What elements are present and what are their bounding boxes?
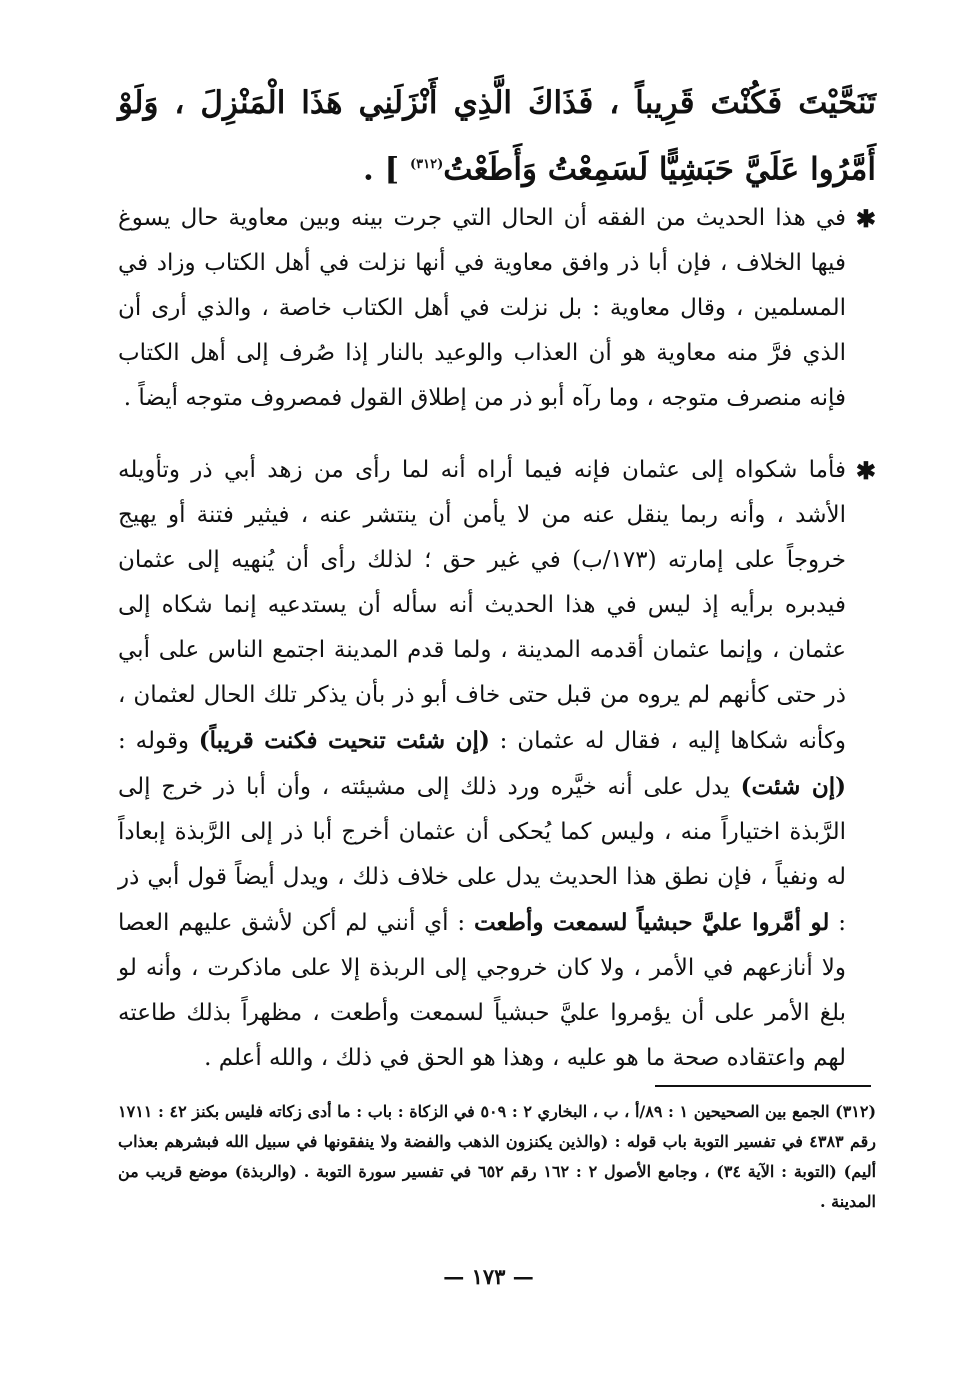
star-bullet-icon: ✱ [855, 456, 876, 485]
text-segment: فأما شكواه إلى عثمان فإنه فيما أراه أنه لما رأى من زهد أبي ذر وتأويله الأشد ، وأنه ربما ينقل عنه من لا يأمن أن ينتشر عنه ، فيثير فتنة أو يهيج خروجاً على إمارته (١٧٣/ب) في غير حق ؛ لذلك رأى أن يُنهيه إلى عثمان فيدبره برأيه إذ ليس في هذا الحديث أنه سأله أن يستدعيه إنما شكاه إلى عثمان ، وإنما عثمان أقدمه المدينة ، ولما قدم المدينة اجتمع الناس على أبي ذر حتى كأنهم لم يروه من قبل حتى خاف أبو ذر بأن يذكر تلك الحال لعثمان ، وكأنه شكاها إليه ، فقال له عثمان : [118, 457, 846, 754]
text-segment: : أي أنني لم أكن لأشق عليهم العصا ولا أنازعهم في الأمر ، ولا كان خروجي إلى الربذة إلا على ماذكرت ، وأنه لو بلغ الأمر على أن يؤمروا عليَّ حبشياً لسمعت وأطعت ، مظهراً بذلك طاعته لهم واعتقاده صحة ما هو عليه ، وهذا هو الحق في ذلك ، والله أعلم . [118, 910, 846, 1071]
paragraph-text: في هذا الحديث من الفقه أن الحال التي جرت بينه وبين معاوية حال يسوغ فيها الخلاف ، فإن أبا ذر وافق معاوية في أنها نزلت في أهل الكتاب وزاد في المسلمين ، وقال معاوية : بل نزلت في أهل الكتاب خاصة ، والذي أرى أن الذي فرَّ منه معاوية هو أن العذاب والوعيد بالنار إذا صُرف إلى أهل الكتاب فإنه منصرف متوجه ، وما رآه أبو ذر من إطلاق القول فمصروف متوجه أيضاً . [118, 205, 846, 411]
quoted-phrase: (إن شئت تنحيت فكنت قريباً) [198, 727, 490, 754]
footnote-reference: (٣١٢) [410, 157, 444, 172]
commentary-paragraph-2 [118, 448, 876, 1081]
footnote: (٣١٢) الجمع بين الصحيحين ١ : ٨٩/أ ، ب ، البخاري ٢ : ٥٠٩ في الزكاة : باب : ما أدى زكاته فليس بكنز ٤٢ : ١٧١١ رقم ٤٣٨٣ في تفسير التوبة باب قوله : (والذين يكنزون الذهب والفضة ولا ينفقونها في سبيل الله فبشرهم بعذاب أليم) (التوبة : الآية ٣٤) ، وجامع الأصول ٢ : ١٦٢ رقم ٦٥٢ في تفسير سورة التوبة . (والربذة) موضع قريب من المدينة . [118, 1102, 877, 1211]
page-number: — ١٧٣ — [443, 1264, 534, 1289]
text-segment: وقوله : [118, 728, 199, 754]
text-segment: يدل على أنه خيَّره ورد ذلك إلى مشيئته ، وأن أبا ذر خرج إلى الرَّبذة اختياراً منه ، وليس كما يُحكى أن عثمان أخرج أبا ذر إلى الرَّبذة إبعاداً له ونفياً ، فإن نطق هذا الحديث يدل على خلاف ذلك ، ويدل أيضاً قول أبي ذر : [118, 774, 847, 936]
closing-bracket: ] . [362, 151, 411, 188]
star-bullet-icon: ✱ [855, 204, 876, 233]
quoted-phrase: لو أمَّروا عليَّ حبشياً لسمعت وأطعت [473, 909, 830, 936]
hadith-text [118, 72, 876, 200]
hadith-body: تَنَحَّيْتَ فَكُنْتَ قَرِيباً ، فَذَاكَ الَّذِي أَنْزَلَنِي هَذَا الْمَنْزِلَ ، وَلَوْ أَمَّرُوا عَلَيَّ حَبَشِيًّا لَسَمِعْتُ وَأَطَعْتُ [118, 85, 876, 188]
quoted-phrase: (إن شئت) [740, 773, 846, 800]
footnote-divider [655, 1085, 871, 1087]
commentary-paragraph-1 [118, 196, 876, 421]
paragraph-text [118, 448, 846, 1081]
